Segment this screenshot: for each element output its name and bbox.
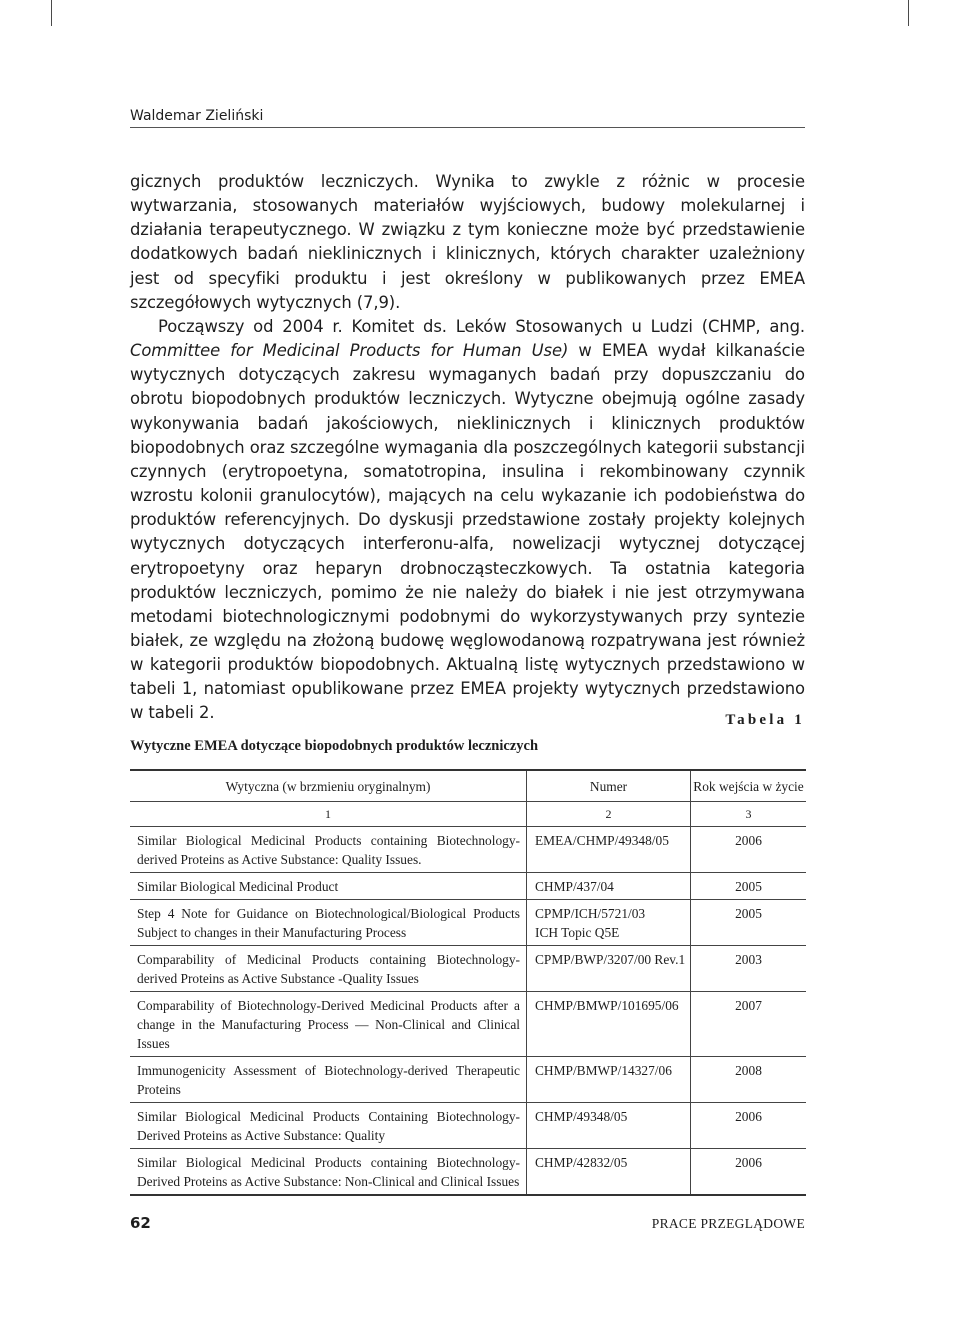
guideline-number: CHMP/BMWP/14327/06 (527, 1057, 691, 1103)
column-header: Wytyczna (w brzmieniu oryginalnym) (130, 770, 527, 802)
table-row (130, 992, 806, 1057)
column-header: Rok wejścia w życie (693, 778, 804, 794)
guideline-name: Similar Biological Medicinal Product (130, 873, 527, 900)
paragraph-text: w EMEA wydał kilkanaście wytycznych dotyczących zakresu wymaganych badań przy dopuszczaniu do obrotu biopodobnych produktów leczniczych. Wytyczne obejmują ogólne zasady wykonywania badań jakościowych, nieklinicznych i klinicznych produktów biopodobnych oraz szczególne wymagania dla poszczególnych kategorii substancji czynnych (erytropoetyna, somatotropina, insulina i rekombinowany czynnik wzrostu kolonii granulocytów), mających na celu wykazanie ich podobieństwa do produktów referencyjnych. Do dyskusji przedstawione zostały projekty kolejnych wytycznych dotyczących interferonu-alfa, nowelizacji wytycznej dotyczącej erytropoetyny oraz heparyn drobnocząsteczkowych. Ta ostatnia kategoria produktów leczniczych, pomimo że nie należy do białek i nie jest otrzymywana metodami biotechnologicznymi podobnymi do wykorzystywanych przy syntezie białek, ze względu na złożoną budowę węglowodanową rozpatrywana jest również w kategorii produktów biopodobnych. Aktualną listę wytycznych przedstawiono w tabeli 1, natomiast opublikowane przez EMEA projekty wytycznych przedstawiono w tabeli 2. (130, 341, 805, 723)
table-label: Tabela 1 (725, 712, 805, 728)
guideline-number: CHMP/437/04 (527, 873, 691, 900)
table-row (130, 1149, 806, 1196)
guideline-name: Similar Biological Medicinal Products Containing Biotechnology-Derived Proteins as Active Substance: Quality (130, 1103, 527, 1149)
guideline-number: CPMP/BWP/3207/00 Rev.1 (527, 946, 691, 992)
table-row (130, 873, 806, 900)
body-text (130, 170, 805, 726)
guideline-year: 2007 (691, 992, 807, 1057)
guideline-name: Similar Biological Medicinal Products containing Biotechnology-derived Proteins as Active Substance: Quality Issues. (130, 827, 527, 873)
number-line: ICH Topic Q5E (535, 925, 620, 940)
guideline-number (527, 900, 691, 946)
table-row (130, 827, 806, 873)
guidelines-table (130, 769, 806, 1196)
guideline-name: Step 4 Note for Guidance on Biotechnological/Biological Products Subject to changes in their Manufacturing Process (130, 900, 527, 946)
guideline-number: CHMP/BMWP/101695/06 (527, 992, 691, 1057)
guideline-name: Similar Biological Medicinal Products containing Biotechnology-Derived Proteins as Active Substance: Non-Clinical and Clinical Issues (130, 1149, 527, 1196)
guideline-year: 2003 (691, 946, 807, 992)
paragraph-italic: Committee for Medicinal Products for Human Use) (130, 341, 569, 361)
table-row (130, 946, 806, 992)
guideline-year: 2006 (691, 1149, 807, 1196)
section-name: PRACE PRZEGLĄDOWE (651, 1216, 805, 1231)
guideline-number: CHMP/49348/05 (527, 1103, 691, 1149)
header-author: Waldemar Zieliński (130, 108, 264, 124)
table-row (130, 1103, 806, 1149)
guideline-year: 2005 (691, 873, 807, 900)
guideline-year: 2006 (691, 1103, 807, 1149)
table-title: Wytyczne EMEA dotyczące biopodobnych produktów leczniczych (130, 738, 539, 754)
column-number: 2 (527, 802, 691, 827)
guideline-number: CHMP/42832/05 (527, 1149, 691, 1196)
guideline-name: Immunogenicity Assessment of Biotechnology-derived Therapeutic Proteins (130, 1057, 527, 1103)
crop-mark (51, 0, 52, 26)
guideline-year: 2006 (691, 827, 807, 873)
column-number: 1 (130, 802, 527, 827)
table-row (130, 1057, 806, 1103)
guideline-number: EMEA/CHMP/49348/05 (527, 827, 691, 873)
running-header (130, 108, 805, 128)
guideline-name: Comparability of Medicinal Products containing Biotechnology-derived Proteins as Active Substance -Quality Issues (130, 946, 527, 992)
guideline-year: 2008 (691, 1057, 807, 1103)
column-header: Numer (527, 770, 691, 802)
guideline-name: Comparability of Biotechnology-Derived Medicinal Products after a change in the Manufacturing Process — Non-Clinical and Clinical Issues (130, 992, 527, 1057)
paragraph (130, 315, 805, 726)
column-number: 3 (745, 806, 752, 821)
paragraph: gicznych produktów leczniczych. Wynika to zwykle z różnic w procesie wytwarzania, stosowanych materiałów wyjściowych, budowy molekularnej i działania terapeutycznego. W związku z tym konieczne może być przedstawienie dodatkowych badań nieklinicznych i klinicznych, których charakter uzależniony jest od specyfiki produktu i jest określony w publikowanych przez EMEA szczegółowych wytycznych (7,9). (130, 172, 805, 312)
table-row (130, 900, 806, 946)
page-number: 62 (130, 1214, 151, 1232)
guideline-year: 2005 (691, 900, 807, 946)
crop-mark (908, 0, 909, 26)
paragraph-text: Począwszy od 2004 r. Komitet ds. Leków Stosowanych u Ludzi (CHMP, ang. (158, 316, 805, 336)
number-line: CPMP/ICH/5721/03 (535, 906, 646, 921)
